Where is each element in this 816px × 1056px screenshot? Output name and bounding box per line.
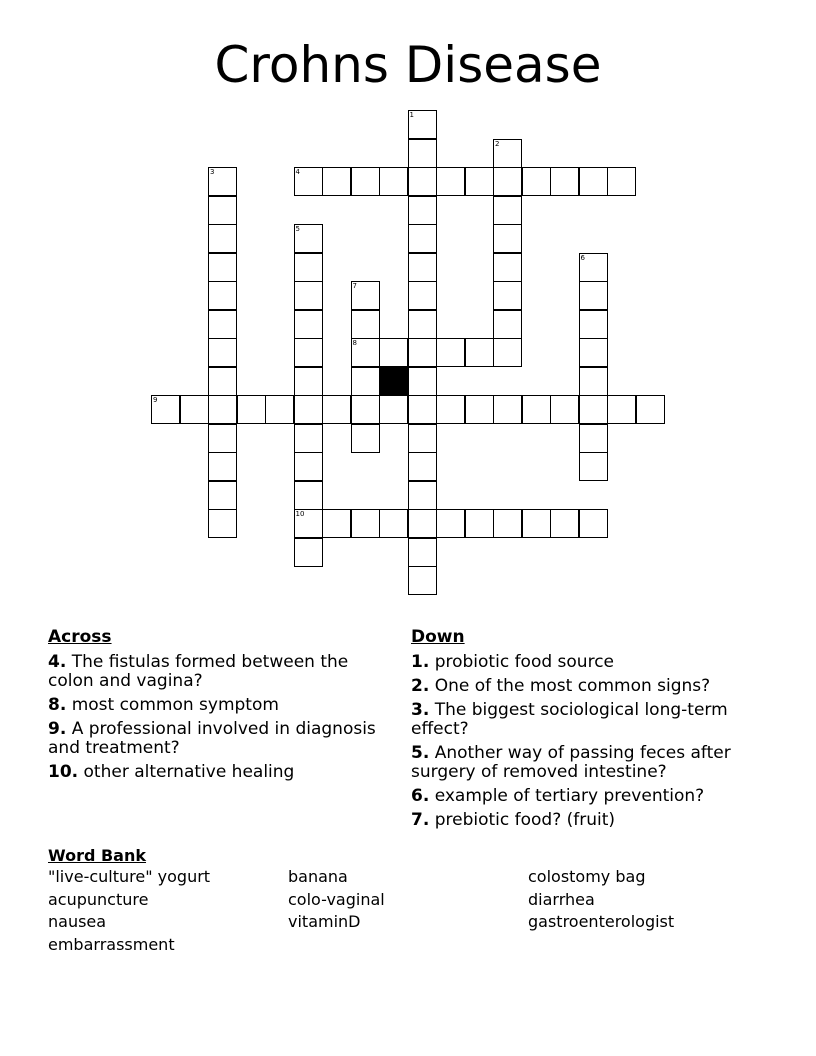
crossword-cell[interactable] [208, 424, 237, 453]
crossword-cell[interactable] [493, 139, 522, 168]
word-bank-item: banana [288, 867, 348, 886]
crossword-cell[interactable] [265, 395, 294, 424]
word-bank-item: nausea [48, 912, 107, 931]
crossword-cell[interactable] [408, 310, 437, 339]
across-clues [48, 628, 393, 787]
crossword-cell[interactable] [180, 395, 209, 424]
cell-number: 2 [495, 139, 500, 148]
crossword-cell[interactable] [436, 338, 465, 367]
crossword-cell[interactable] [493, 196, 522, 225]
crossword-cell[interactable] [408, 452, 437, 481]
across-heading: Across [48, 627, 112, 647]
crossword-cell[interactable] [408, 566, 437, 595]
crossword-cell[interactable] [294, 338, 323, 367]
crossword-cell[interactable] [408, 196, 437, 225]
crossword-cell[interactable] [408, 110, 437, 139]
crossword-cell[interactable] [493, 281, 522, 310]
crossword-cell[interactable] [294, 281, 323, 310]
crossword-cell[interactable] [493, 310, 522, 339]
cell-number: 9 [153, 396, 158, 404]
word-bank-item: "live-culture" yogurt [48, 867, 211, 886]
crossword-cell[interactable] [493, 338, 522, 367]
crossword-cell[interactable] [408, 253, 437, 282]
crossword-cell[interactable] [379, 167, 408, 196]
crossword-cell[interactable] [579, 281, 608, 310]
crossword-cell[interactable] [408, 338, 437, 367]
crossword-cell[interactable] [579, 424, 608, 453]
crossword-cell[interactable] [237, 395, 266, 424]
crossword-cell[interactable] [351, 310, 380, 339]
crossword-cell[interactable] [579, 509, 608, 538]
word-bank-item: embarrassment [48, 934, 175, 954]
crossword-cell[interactable] [465, 395, 494, 424]
down-clue-2: 2. One of the most common signs? [411, 676, 711, 696]
crossword-cell[interactable] [408, 481, 437, 510]
crossword-cell[interactable] [550, 167, 579, 196]
crossword-cell[interactable] [208, 167, 237, 196]
crossword-cell[interactable] [294, 509, 323, 538]
crossword-cell[interactable] [208, 481, 237, 510]
crossword-cell[interactable] [579, 253, 608, 282]
cell-number: 10 [295, 510, 305, 518]
crossword-cell[interactable] [151, 395, 180, 424]
crossword-cell[interactable] [294, 538, 323, 567]
crossword-cell[interactable] [208, 281, 237, 310]
down-clue-7: 7. prebiotic food? (fruit) [411, 810, 616, 830]
cell-number: 7 [352, 282, 357, 290]
across-clue-4: 4. The fistulas formed between the colon and vagina? [48, 652, 349, 691]
crossword-cell[interactable] [379, 509, 408, 538]
crossword-cell[interactable] [322, 395, 351, 424]
crossword-cell[interactable] [550, 395, 579, 424]
crossword-cell[interactable] [294, 253, 323, 282]
crossword-cell[interactable] [208, 395, 237, 424]
crossword-cell[interactable] [294, 452, 323, 481]
down-clue-1: 1. probiotic food source [411, 652, 614, 672]
crossword-cell[interactable] [408, 139, 437, 168]
down-heading: Down [411, 627, 465, 647]
down-clue-5: 5. Another way of passing feces after surgery of removed intestine? [411, 743, 731, 782]
crossword-cell[interactable] [493, 167, 522, 196]
crossword-cell[interactable] [408, 424, 437, 453]
cell-number: 4 [295, 168, 300, 176]
crossword-cell[interactable] [579, 452, 608, 481]
crossword-cell[interactable] [522, 509, 551, 538]
crossword-cell[interactable] [493, 253, 522, 282]
cell-number: 5 [295, 225, 300, 233]
crossword-cell[interactable] [493, 509, 522, 538]
crossword-cell[interactable] [522, 167, 551, 196]
crossword-cell[interactable] [579, 310, 608, 339]
crossword-cell[interactable] [379, 338, 408, 367]
crossword-cell[interactable] [208, 338, 237, 367]
crossword-cell[interactable] [294, 167, 323, 196]
crossword-cell[interactable] [294, 424, 323, 453]
crossword-cell[interactable] [408, 167, 437, 196]
down-clue-3: 3. The biggest sociological long-term effect? [411, 700, 728, 739]
crossword-cell[interactable] [408, 367, 437, 396]
word-bank-item: vitaminD [288, 912, 361, 931]
crossword-cell[interactable] [607, 395, 636, 424]
crossword-cell[interactable] [408, 395, 437, 424]
crossword-cell[interactable] [579, 395, 608, 424]
across-clue-9: 9. A professional involved in diagnosis and treatment? [48, 719, 376, 758]
across-clue-10: 10. other alternative healing [48, 762, 295, 782]
crossword-cell[interactable] [579, 167, 608, 196]
word-bank-item: acupuncture [48, 889, 149, 909]
crossword-cell[interactable] [294, 224, 323, 253]
crossword-cell[interactable] [208, 196, 237, 225]
crossword-cell[interactable] [208, 509, 237, 538]
crossword-cell[interactable] [294, 395, 323, 424]
crossword-cell[interactable] [408, 281, 437, 310]
crossword-cell[interactable] [294, 481, 323, 510]
crossword-cell[interactable] [351, 281, 380, 310]
crossword-cell[interactable] [579, 367, 608, 396]
crossword-cell[interactable] [379, 395, 408, 424]
down-clue-6: 6. example of tertiary prevention? [411, 786, 705, 806]
crossword-cell[interactable] [408, 224, 437, 253]
cell-number: 6 [580, 253, 585, 262]
crossword-cell[interactable] [322, 509, 351, 538]
crossword-cell[interactable] [351, 338, 380, 367]
cell-number: 1 [409, 111, 414, 119]
crossword-cell[interactable] [351, 509, 380, 538]
word-bank-list [48, 866, 768, 956]
word-bank-item: colostomy bag [528, 867, 646, 886]
crossword-cell[interactable] [351, 367, 380, 396]
word-bank-heading: Word Bank [48, 846, 147, 865]
crossword-cell[interactable] [322, 167, 351, 196]
crossword-cell[interactable] [408, 538, 437, 567]
crossword-cell[interactable] [208, 310, 237, 339]
crossword-cell[interactable] [522, 395, 551, 424]
down-clues [411, 628, 756, 835]
crossword-cell[interactable] [294, 367, 323, 396]
across-clue-8: 8. most common symptom [48, 695, 279, 715]
crossword-cell[interactable] [351, 167, 380, 196]
crossword-cell[interactable] [208, 367, 237, 396]
crossword-cell[interactable] [579, 338, 608, 367]
crossword-cell[interactable] [465, 338, 494, 367]
crossword-cell[interactable] [208, 253, 237, 282]
crossword-cell[interactable] [550, 509, 579, 538]
word-bank-item: gastroenterologist [528, 912, 675, 931]
word-bank-item: colo-vaginal [288, 889, 385, 909]
crossword-cell[interactable] [436, 167, 465, 196]
crossword-cell[interactable] [351, 395, 380, 424]
crossword-cell[interactable] [294, 310, 323, 339]
crossword-cell[interactable] [465, 509, 494, 538]
crossword-cell[interactable] [493, 395, 522, 424]
word-bank [48, 846, 768, 956]
cell-number: 8 [352, 339, 357, 347]
crossword-cell[interactable] [208, 224, 237, 253]
crossword-cell[interactable] [436, 509, 465, 538]
crossword-cell[interactable] [465, 167, 494, 196]
black-cell [379, 367, 408, 396]
crossword-cell[interactable] [636, 395, 665, 424]
crossword-cell[interactable] [351, 424, 380, 453]
puzzle-title: Crohns Disease [214, 36, 602, 94]
crossword-cell[interactable] [408, 509, 437, 538]
crossword-cell[interactable] [208, 452, 237, 481]
crossword-cell[interactable] [607, 167, 636, 196]
cell-number: 3 [210, 168, 215, 176]
word-bank-item: diarrhea [528, 889, 595, 909]
crossword-cell[interactable] [493, 224, 522, 253]
crossword-cell[interactable] [436, 395, 465, 424]
